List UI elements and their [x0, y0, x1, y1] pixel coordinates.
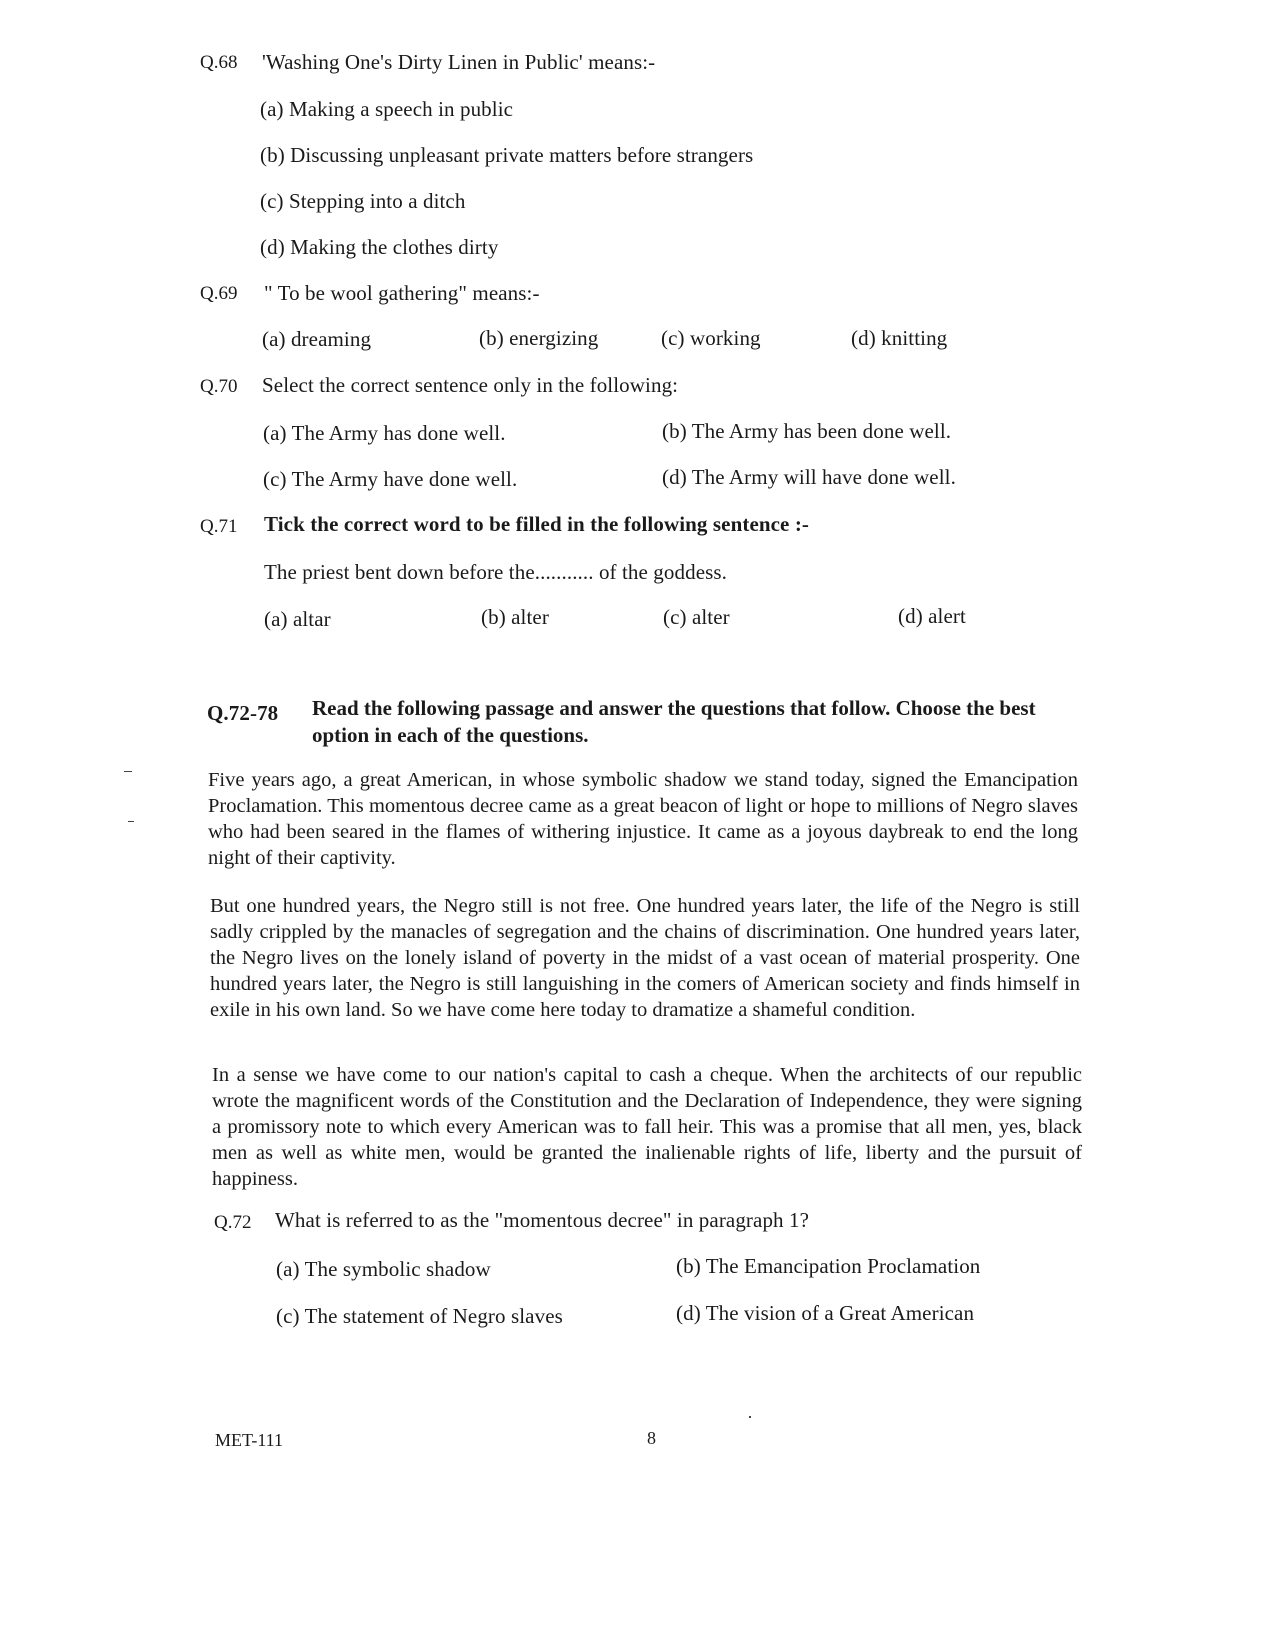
option-d: (d) The vision of a Great American — [676, 1301, 975, 1325]
question-number: Q.68 — [200, 52, 238, 73]
question-number: Q.69 — [200, 283, 238, 304]
option-b: (b) The Emancipation Proclamation — [676, 1254, 981, 1278]
option-a: (a) dreaming — [262, 327, 372, 351]
option-b: (b) The Army has been done well. — [662, 419, 952, 443]
question-number: Q.70 — [200, 376, 238, 397]
passage-paragraph-2: But one hundred years, the Negro still is not free. One hundred years later, the life of the Negro is still sadly crippled by the manacles of segregation and the chains of discrimination. One hundred years later, the Negro lives on the lonely island of poverty in the midst of a vast ocean of material prosperity. One hundred years later, the Negro is still languishing in the comers of American society and finds himself in exile in his own land. So we have come here today to dramatize a shameful condition. — [210, 895, 1080, 1021]
question-text: Tick the correct word to be filled in the following sentence :- — [264, 512, 810, 536]
option-d: (d) Making the clothes dirty — [260, 235, 499, 259]
exam-code: MET-111 — [215, 1430, 284, 1450]
question-number: Q.71 — [200, 516, 238, 537]
scan-speck — [128, 821, 134, 822]
option-b: (b) alter — [481, 605, 549, 629]
option-a: (a) The Army has done well. — [263, 421, 506, 445]
passage-question-range: Q.72-78 — [207, 701, 279, 725]
scan-speck — [124, 771, 132, 772]
option-c: (c) The statement of Negro slaves — [276, 1304, 563, 1328]
option-c: (c) alter — [663, 605, 730, 629]
option-d: (d) alert — [898, 604, 966, 628]
option-d: (d) knitting — [851, 326, 948, 350]
option-c: (c) working — [661, 326, 761, 350]
passage-paragraph-1: Five years ago, a great American, in whose symbolic shadow we stand today, signed the Emancipation Proclamation. This momentous decree came as a great beacon of light or hope to millions of Negro slaves who had been seared in the flames of withering injustice. It came as a joyous daybreak to end the long night of their captivity. — [208, 769, 1078, 869]
option-b: (b) energizing — [479, 326, 599, 350]
passage-paragraph-3: In a sense we have come to our nation's capital to cash a cheque. When the architects of our republic wrote the magnificent words of the Constitution and the Declaration of Independence, they were signing a promissory note to which every American was to fall heir. This was a promise that all men, yes, black men as well as white men, would be granted the inalienable rights of life, liberty and the pursuit of happiness. — [212, 1064, 1082, 1190]
question-text: Select the correct sentence only in the following: — [262, 373, 679, 397]
option-c: (c) Stepping into a ditch — [260, 189, 466, 213]
scan-speck — [749, 1416, 751, 1418]
question-text: What is referred to as the "momentous decree" in paragraph 1? — [275, 1208, 810, 1232]
fill-in-sentence: The priest bent down before the........... of the goddess. — [264, 560, 728, 584]
page-number: 8 — [647, 1428, 656, 1448]
question-text: " To be wool gathering" means:- — [264, 281, 540, 305]
option-d: (d) The Army will have done well. — [662, 465, 956, 489]
option-c: (c) The Army have done well. — [263, 467, 518, 491]
question-number: Q.72 — [214, 1212, 252, 1233]
option-a: (a) altar — [264, 607, 331, 631]
option-a: (a) Making a speech in public — [260, 97, 514, 121]
passage-instructions: Read the following passage and answer the questions that follow. Choose the best option in each of the questions. — [312, 696, 1036, 747]
question-text: 'Washing One's Dirty Linen in Public' means:- — [262, 50, 656, 74]
option-b: (b) Discussing unpleasant private matters before strangers — [260, 143, 754, 167]
option-a: (a) The symbolic shadow — [276, 1257, 491, 1281]
